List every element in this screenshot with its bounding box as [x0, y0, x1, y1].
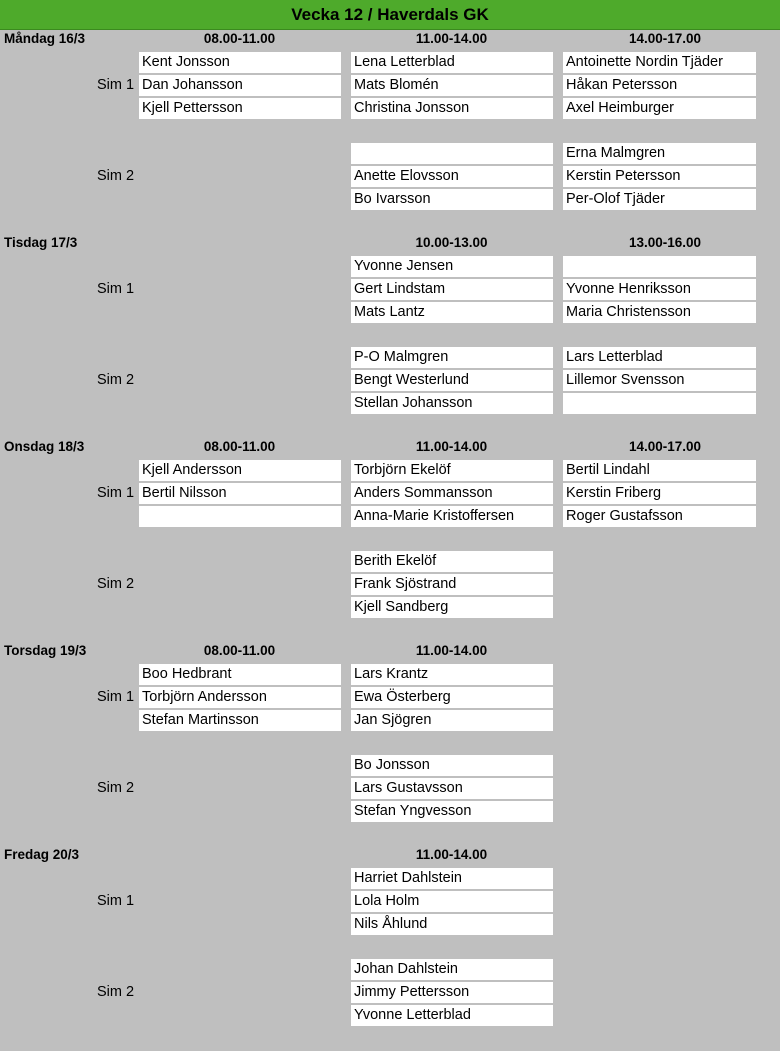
player-cell: Lillemor Svensson [563, 370, 756, 391]
sim-label: Sim 2 [97, 371, 135, 388]
time-slot-header: 11.00-14.00 [415, 439, 488, 454]
player-cell: Yvonne Henriksson [563, 279, 756, 300]
player-cell: Anna-Marie Kristoffersen [351, 506, 553, 527]
player-cell: Anders Sommansson [351, 483, 553, 504]
player-cell: Nils Åhlund [351, 914, 553, 935]
player-cell: Frank Sjöstrand [351, 574, 553, 595]
player-cell: Stellan Johansson [351, 393, 553, 414]
player-cell: Stefan Yngvesson [351, 801, 553, 822]
player-cell: Lola Holm [351, 891, 553, 912]
player-cell: Boo Hedbrant [139, 664, 341, 685]
page-title: Vecka 12 / Haverdals GK [0, 0, 780, 30]
player-cell: Lena Letterblad [351, 52, 553, 73]
sim-label: Sim 2 [97, 779, 135, 796]
player-cell: Torbjörn Andersson [139, 687, 341, 708]
time-slot-header: 11.00-14.00 [415, 643, 488, 658]
time-slot-header: 13.00-16.00 [628, 235, 702, 250]
player-cell: Axel Heimburger [563, 98, 756, 119]
player-cell: Bo Ivarsson [351, 189, 553, 210]
player-cell: Lars Letterblad [563, 347, 756, 368]
player-cell: Torbjörn Ekelöf [351, 460, 553, 481]
time-slot-header: 14.00-17.00 [628, 439, 702, 454]
player-cell: Bertil Lindahl [563, 460, 756, 481]
player-cell: Harriet Dahlstein [351, 868, 553, 889]
sim-label: Sim 1 [97, 688, 135, 705]
time-slot-header: 08.00-11.00 [203, 643, 276, 658]
player-cell: Kjell Andersson [139, 460, 341, 481]
player-cell: Lars Krantz [351, 664, 553, 685]
player-cell [563, 393, 756, 414]
sim-label: Sim 1 [97, 484, 135, 501]
player-cell [563, 256, 756, 277]
sim-label: Sim 1 [97, 280, 135, 297]
time-slot-header: 11.00-14.00 [415, 847, 488, 862]
player-cell: Bo Jonsson [351, 755, 553, 776]
player-cell: P-O Malmgren [351, 347, 553, 368]
player-cell: Roger Gustafsson [563, 506, 756, 527]
sim-label: Sim 2 [97, 167, 135, 184]
player-cell: Bengt Westerlund [351, 370, 553, 391]
sim-label: Sim 2 [97, 983, 135, 1000]
player-cell: Berith Ekelöf [351, 551, 553, 572]
player-cell: Maria Christensson [563, 302, 756, 323]
day-label: Måndag 16/3 [4, 31, 86, 46]
player-cell: Dan Johansson [139, 75, 341, 96]
player-cell: Jan Sjögren [351, 710, 553, 731]
time-slot-header: 08.00-11.00 [203, 31, 276, 46]
sim-label: Sim 2 [97, 575, 135, 592]
sim-label: Sim 1 [97, 892, 135, 909]
day-label: Tisdag 17/3 [4, 235, 78, 250]
player-cell: Kent Jonsson [139, 52, 341, 73]
day-label: Fredag 20/3 [4, 847, 80, 862]
player-cell: Bertil Nilsson [139, 483, 341, 504]
player-cell: Kerstin Friberg [563, 483, 756, 504]
player-cell: Anette Elovsson [351, 166, 553, 187]
player-cell: Johan Dahlstein [351, 959, 553, 980]
player-cell: Håkan Petersson [563, 75, 756, 96]
player-cell [351, 143, 553, 164]
player-cell: Yvonne Jensen [351, 256, 553, 277]
player-cell: Per-Olof Tjäder [563, 189, 756, 210]
time-slot-header: 11.00-14.00 [415, 31, 488, 46]
player-cell: Kerstin Petersson [563, 166, 756, 187]
player-cell: Mats Blomén [351, 75, 553, 96]
player-cell: Christina Jonsson [351, 98, 553, 119]
player-cell: Ewa Österberg [351, 687, 553, 708]
time-slot-header: 08.00-11.00 [203, 439, 276, 454]
player-cell: Erna Malmgren [563, 143, 756, 164]
player-cell [139, 506, 341, 527]
player-cell: Mats Lantz [351, 302, 553, 323]
day-label: Torsdag 19/3 [4, 643, 87, 658]
player-cell: Stefan Martinsson [139, 710, 341, 731]
player-cell: Antoinette Nordin Tjäder [563, 52, 756, 73]
player-cell: Jimmy Pettersson [351, 982, 553, 1003]
sim-label: Sim 1 [97, 76, 135, 93]
player-cell: Gert Lindstam [351, 279, 553, 300]
player-cell: Lars Gustavsson [351, 778, 553, 799]
day-label: Onsdag 18/3 [4, 439, 85, 454]
player-cell: Kjell Sandberg [351, 597, 553, 618]
time-slot-header: 10.00-13.00 [415, 235, 488, 250]
player-cell: Yvonne Letterblad [351, 1005, 553, 1026]
time-slot-header: 14.00-17.00 [628, 31, 702, 46]
player-cell: Kjell Pettersson [139, 98, 341, 119]
